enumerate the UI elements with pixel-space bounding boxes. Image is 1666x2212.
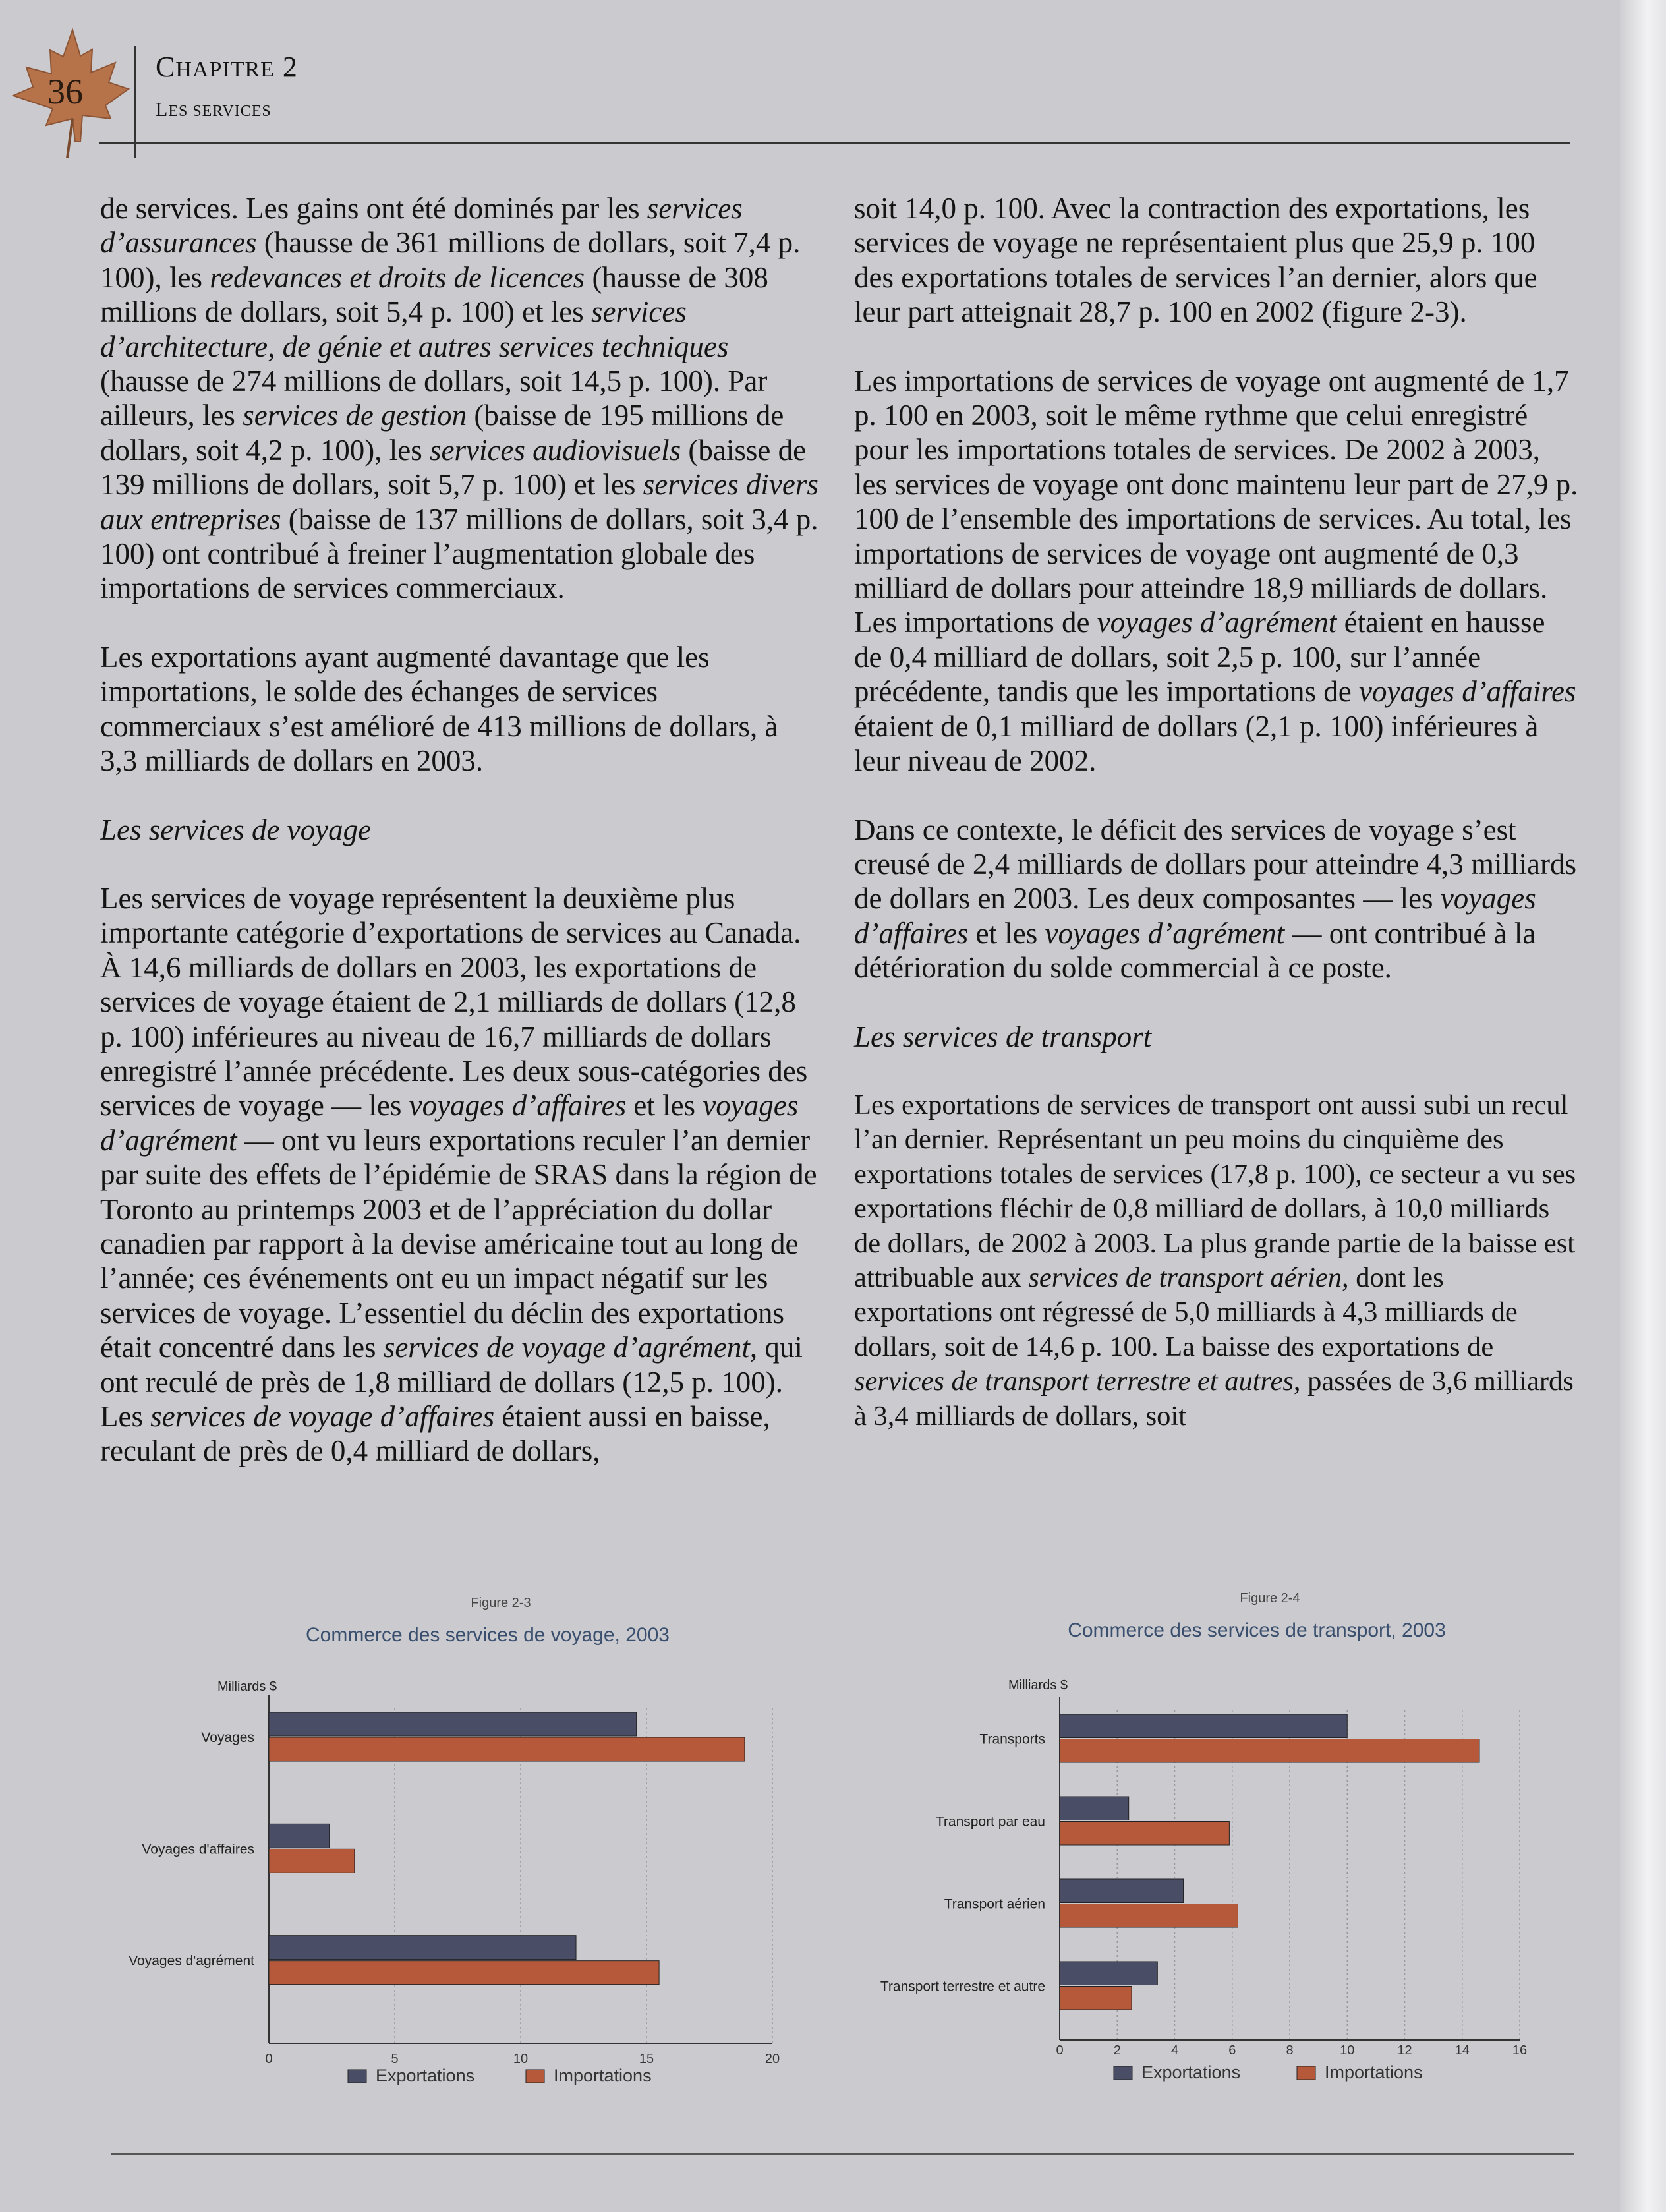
chapter-subtitle: LES SERVICES [156,99,272,121]
category-label: Transport aérien [944,1896,1045,1912]
figure-2-4 [824,1585,1582,2093]
category-label: Transport par eau [935,1814,1045,1830]
tick-label: 10 [513,2052,529,2066]
bar-exportations [269,1936,576,1960]
tick-label: 15 [639,2052,654,2066]
legend-swatch [348,2070,366,2083]
bar-importations [1060,1987,1132,2010]
transport-services-chart [824,1585,1582,2093]
figure-label: Figure 2-3 [471,1596,531,1610]
page-edge [1620,0,1666,2212]
header-rule [99,142,1570,144]
footer-rule [111,2153,1574,2155]
tick-label: 12 [1397,2043,1412,2058]
bar-exportations [1060,1879,1184,1903]
unit-label: Milliards $ [217,1679,277,1694]
category-label: Voyages d'affaires [142,1842,254,1857]
paragraph: de services. Les gains ont été dominés par les services d’assurances (hausse de 361 millions de dollars, soit 7,4 p. 100), les redevances et droits de licences (hausse de 308 millions de dollars, soit 5,4 p. 100) et les services d’architecture, de génie et autres services techniques (hausse de 274 millions de dollars, soit 14,5 p. 100). Par ailleurs, les services de gestion (baisse de 195 millions de dollars, soit 4,2 p. 100), les services audiovisuels (baisse de 139 millions de dollars, soit 5,7 p. 100) et les services divers aux entreprises (baisse de 137 millions de dollars, soit 3,4 p. 100) ont contribué à freiner l’augmentation globale des importations de services commerciaux. [100,192,819,605]
text-column-right [854,191,1579,1468]
paragraph: Les exportations de services de transport ont aussi subi un recul l’an dernier. Représentant un peu moins du cinquième des exportations totales de services (17,8 p. 100), ce secteur a vu ses exportations fléchir de 0,8 milliard de dollars, à 10,0 milliards de dollars, de 2002 à 2003. La plus grande partie de la baisse est attribuable aux services de transport aérien, dont les exportations ont régressé de 5,0 milliards à 4,3 milliards de dollars, soit de 14,6 p. 100. La baisse des exportations de services de transport terrestre et autres, passées de 3,6 milliards à 3,4 milliards de dollars, soit [854,1089,1576,1432]
tick-label: 2 [1113,2043,1121,2058]
paragraph: Les services de voyage représentent la deuxième plus importante catégorie d’exportations de services au Canada. À 14,6 milliards de dollars en 2003, les exportations de services de voyage étaient de 2,1 milliards de dollars (12,8 p. 100) inférieures au niveau de 16,7 milliards de dollars enregistré l’année précédente. Les deux sous-catégories des services de voyage — les voyages d’affaires et les voyages d’agrément — ont vu leurs exportations reculer l’an dernier par suite des effets de l’épidémie de SRAS dans la région de Toronto au printemps 2003 et de l’appréciation du dollar canadien par rapport à la devise américaine tout au long de l’année; ces événements ont eu un impact négatif sur les services de voyage. L’essentiel du déclin des exportations était concentré dans les services de voyage d’agrément, qui ont reculé de près de 1,8 milliard de dollars (12,5 p. 100). Les services de voyage d’affaires étaient aussi en baisse, reculant de près de 0,4 milliard de dollars, [100,881,817,1468]
bar-importations [1060,1904,1238,1928]
tick-label: 16 [1512,2043,1528,2058]
tick-label: 8 [1286,2043,1294,2058]
tick-label: 14 [1454,2043,1470,2058]
tick-label: 20 [764,2052,780,2066]
bar-importations [269,1961,659,1985]
paragraph: Les importations de services de voyage ont augmenté de 1,7 p. 100 en 2003, soit le même rythme que celui enregistré pour les importations totales de services. De 2002 à 2003, les services de voyage ont donc maintenu leur part de 27,9 p. 100 de l’ensemble des importations de services. Au total, les importations de services de voyage ont augmenté de 0,3 milliard de dollars pour atteindre 18,9 milliards de dollars. Les importations de voyages d’agrément étaient en hausse de 0,4 milliard de dollars, soit 2,5 p. 100, sur l’année précédente, tandis que les importations de voyages d’affaires étaient de 0,1 milliard de dollars (2,1 p. 100) inférieures à leur niveau de 2002. [854,364,1578,778]
chapter-title: CHAPITRE 2 [156,51,298,83]
bar-exportations [269,1824,330,1848]
legend-label: Exportations [376,2066,475,2085]
figure-2-3 [99,1588,804,2096]
category-label: Voyages d'agrément [129,1953,254,1969]
legend-swatch [1297,2066,1315,2080]
figure-label: Figure 2-4 [1240,1591,1300,1606]
bar-importations [269,1849,355,1873]
bar-exportations [1060,1714,1347,1738]
bar-exportations [269,1712,637,1736]
bar-importations [1060,1739,1479,1763]
category-label: Voyages [201,1730,254,1745]
section-heading: Les services de voyage [100,813,372,846]
paragraph: Dans ce contexte, le déficit des services de voyage s’est creusé de 2,4 milliards de dollars pour atteindre 4,3 milliards de dollars en 2003. Les deux composantes — les voyages d’affaires et les voyages d’agrément — ont contribué à la détérioration du solde commercial à ce poste. [854,813,1576,985]
legend-swatch [526,2070,544,2083]
bar-importations [269,1737,745,1761]
chart-title: Commerce des services de voyage, 2003 [306,1624,670,1646]
tick-label: 0 [1056,2043,1064,2058]
tick-label: 0 [265,2052,273,2066]
tick-label: 5 [391,2052,399,2066]
tick-label: 10 [1340,2043,1355,2058]
category-label: Transport terrestre et autre [880,1979,1045,1994]
bar-exportations [1060,1797,1129,1820]
legend-label: Importations [554,2066,652,2085]
section-heading: Les services de transport [854,1020,1152,1053]
legend-swatch [1114,2066,1132,2080]
bar-importations [1060,1822,1229,1846]
tick-label: 4 [1170,2043,1179,2058]
paragraph: soit 14,0 p. 100. Avec la contraction des exportations, les services de voyage ne représentaient plus que 25,9 p. 100 des exportations totales de services l’an dernier, alors que leur part atteignait 28,7 p. 100 en 2002 (figure 2-3). [854,192,1537,329]
text-column-left [100,191,819,1503]
page-number: 36 [47,72,83,111]
travel-services-chart [99,1588,804,2096]
category-label: Transports [979,1732,1045,1747]
legend-label: Importations [1325,2062,1423,2082]
unit-label: Milliards $ [1008,1678,1068,1693]
paragraph: Les exportations ayant augmenté davantage que les importations, le solde des échanges de services commerciaux s’est amélioré de 413 millions de dollars, à 3,3 milliards de dollars en 2003. [100,640,778,778]
header-divider [134,46,136,158]
chart-title: Commerce des services de transport, 2003 [1068,1619,1446,1641]
legend-label: Exportations [1141,2062,1241,2082]
bar-exportations [1060,1962,1157,1985]
tick-label: 6 [1228,2043,1236,2058]
